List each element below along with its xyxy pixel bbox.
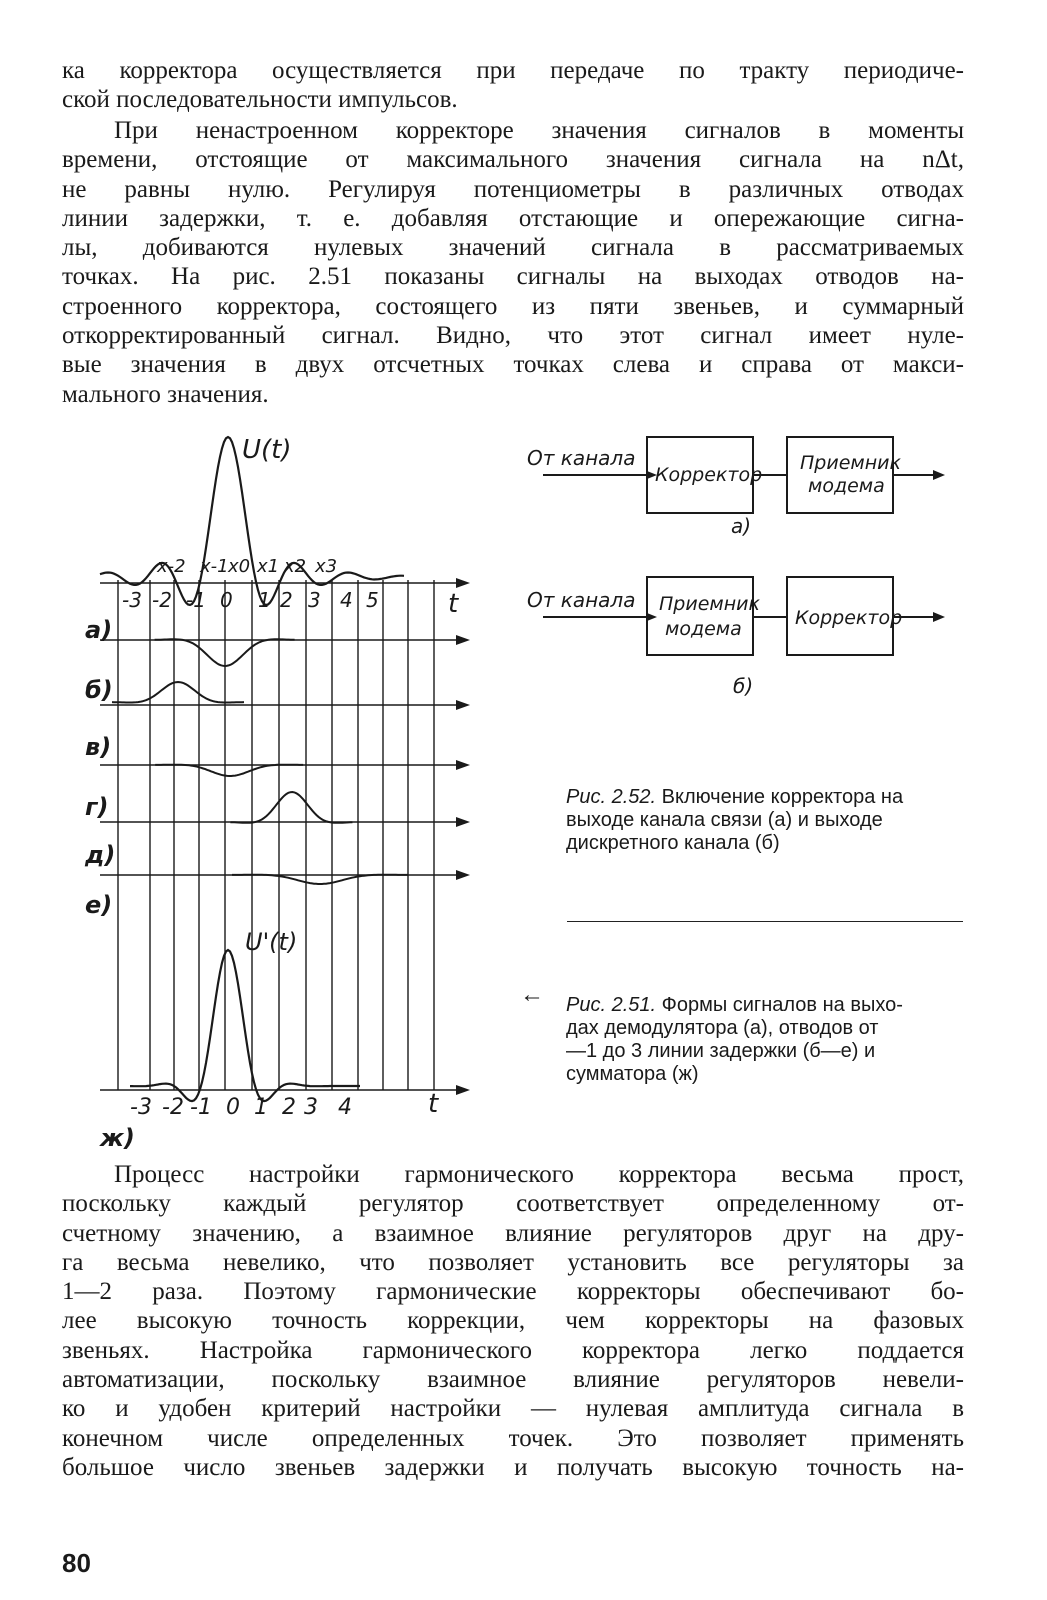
text-line: лы, добиваются нулевых значений сигнала в рассматриваемых bbox=[62, 234, 964, 262]
sample-label: x2 bbox=[284, 556, 307, 577]
axis-arrow bbox=[456, 635, 470, 645]
text-line: строенного корректора, состоящего из пяти звеньев, и суммарный bbox=[62, 292, 964, 320]
tick-label: 4 bbox=[338, 1095, 352, 1120]
caption-fig-2-51 bbox=[566, 994, 961, 1086]
tick-label: 1 bbox=[254, 1095, 268, 1120]
axis-arrow bbox=[456, 817, 470, 827]
u-t-label: U(t) bbox=[242, 435, 292, 465]
row-label: е) bbox=[85, 891, 113, 919]
tap-e-curve bbox=[232, 875, 408, 884]
diagram-b-label: б) bbox=[733, 674, 754, 698]
figure-2-51 bbox=[60, 430, 560, 1160]
text-line: лее высокую точность коррекции, чем корректоры на фазовых bbox=[62, 1307, 964, 1335]
tick-label: -3 bbox=[122, 588, 142, 612]
caption-line bbox=[566, 786, 961, 809]
caption-line: сумматора (ж) bbox=[566, 1063, 699, 1085]
tick-label: 1 bbox=[258, 588, 271, 612]
signal-curves bbox=[100, 437, 408, 1101]
text-line: линии задержки, т. е. добавляя отстающие и опережающие сигна- bbox=[62, 204, 964, 232]
tick-label: -3 bbox=[130, 1095, 152, 1120]
tick-label: 0 bbox=[226, 1095, 240, 1120]
receiver-label-b-2: модема bbox=[665, 618, 742, 640]
page-number: 80 bbox=[62, 1548, 91, 1578]
row-label: а) bbox=[85, 616, 113, 644]
sample-labels bbox=[156, 556, 337, 577]
tap-d-curve bbox=[230, 792, 352, 823]
text-line: счетному значению, а взаимное влияние регуляторов друг на дру- bbox=[62, 1219, 964, 1247]
figure-2-52 bbox=[525, 425, 965, 705]
row-label: д) bbox=[85, 841, 116, 869]
axis-arrow bbox=[456, 578, 470, 588]
sample-label: x-2 bbox=[157, 556, 186, 577]
tick-label: 3 bbox=[308, 588, 321, 612]
t-axis-label-bottom: t bbox=[428, 1089, 439, 1119]
receiver-label-b-1: Приемник bbox=[659, 593, 760, 615]
caption-fig-2-52 bbox=[566, 786, 961, 855]
row-labels bbox=[84, 616, 135, 1152]
t-axis-label-top: t bbox=[448, 589, 459, 619]
axis-arrow bbox=[456, 700, 470, 710]
caption-line: дах демодулятора (а), отводов от bbox=[566, 1017, 879, 1039]
sample-label: x0 bbox=[228, 556, 251, 577]
tick-label: -2 bbox=[152, 588, 172, 612]
tick-label: 2 bbox=[280, 588, 293, 612]
caption-text: Формы сигналов на выхо- bbox=[661, 994, 903, 1016]
paragraph-three bbox=[62, 1160, 964, 1482]
tick-label: 0 bbox=[220, 588, 233, 612]
caption-line: выходе канала связи (а) и выходе bbox=[566, 809, 883, 831]
row-label: ж) bbox=[100, 1124, 135, 1152]
diagram-a-label: а) bbox=[731, 514, 752, 538]
input-label-a: От канала bbox=[527, 446, 636, 470]
figure-labels bbox=[242, 435, 459, 1119]
text-line: ской последовательности импульсов. bbox=[62, 86, 458, 114]
text-line: Процесс настройки гармонического корректора весьма прост, bbox=[114, 1161, 964, 1188]
axis-arrow bbox=[456, 870, 470, 880]
sample-label: x-1 bbox=[200, 556, 229, 577]
caption-label: Рис. 2.52. bbox=[566, 786, 657, 808]
text-line: откорректированный сигнал. Видно, что этот сигнал имеет нуле- bbox=[62, 322, 964, 350]
tick-label: 3 bbox=[304, 1095, 318, 1120]
receiver-label-a-2: модема bbox=[808, 475, 885, 497]
row-label: в) bbox=[85, 733, 112, 761]
row-label: г) bbox=[85, 793, 109, 821]
left-arrow-icon: ← bbox=[520, 982, 544, 1008]
text-line: автоматизации, поскольку взаимное влияние регуляторов невели- bbox=[62, 1366, 964, 1394]
tap-c-curve bbox=[155, 765, 303, 776]
sample-label: x1 bbox=[257, 556, 280, 577]
tap-b-curve bbox=[112, 682, 244, 703]
sample-label: x3 bbox=[315, 556, 338, 577]
u-prime-t-curve bbox=[130, 950, 360, 1101]
row-label: б) bbox=[85, 676, 113, 704]
tick-labels bbox=[122, 588, 379, 1120]
text-line: времени, отстоящие от максимального значения сигнала на nΔt, bbox=[62, 146, 964, 174]
text-line: точках. На рис. 2.51 показаны сигналы на выходах отводов на- bbox=[62, 263, 964, 291]
corrector-label-b: Корректор bbox=[795, 607, 903, 629]
paragraph-intro bbox=[62, 56, 964, 115]
text-line: звеньях. Настройка гармонического корректора легко поддается bbox=[62, 1336, 964, 1364]
tick-label: 4 bbox=[340, 588, 353, 612]
text-line: При ненастроенном корректоре значения сигналов в моменты bbox=[114, 117, 964, 144]
tick-label: -2 bbox=[162, 1095, 184, 1120]
text-line: вые значения в двух отсчетных точках слева и справа от макси- bbox=[62, 351, 964, 379]
axis-arrow bbox=[456, 760, 470, 770]
text-line: ко и удобен критерий настройки — нулевая амплитуда сигнала в bbox=[62, 1395, 964, 1423]
caption-line bbox=[566, 994, 961, 1017]
caption-text: Включение корректора на bbox=[661, 786, 904, 808]
text-line: га весьма невелико, что позволяет установить все регуляторы за bbox=[62, 1248, 964, 1276]
text-line: конечном числе определенных точек. Это позволяет применять bbox=[62, 1424, 964, 1452]
tick-label: 2 bbox=[282, 1095, 296, 1120]
text-line: не равны нулю. Регулируя потенциометры в различных отводах bbox=[62, 175, 964, 203]
paragraph-two bbox=[62, 116, 964, 409]
tick-label: -1 bbox=[186, 588, 206, 612]
tick-label: -1 bbox=[190, 1095, 212, 1120]
axis-arrow bbox=[456, 1085, 470, 1095]
receiver-label-a-1: Приемник bbox=[800, 452, 901, 474]
input-label-b: От канала bbox=[527, 588, 636, 612]
caption-label: Рис. 2.51. bbox=[566, 994, 657, 1016]
caption-line: —1 до 3 линии задержки (б—е) и bbox=[566, 1040, 876, 1062]
text-line: ка корректора осуществляется при передаче по тракту периодиче- bbox=[62, 57, 964, 84]
receiver-block-b bbox=[647, 577, 753, 655]
text-line: большое число звеньев задержки и получать высокую точность на- bbox=[62, 1453, 964, 1481]
text-line: 1—2 раза. Поэтому гармонические корректоры обеспечивают бо- bbox=[62, 1278, 964, 1306]
text-line: мального значения. bbox=[62, 380, 269, 408]
grid-lines bbox=[100, 578, 470, 1095]
separator-rule bbox=[567, 921, 963, 922]
corrector-label-a: Корректор bbox=[655, 464, 763, 486]
u-prime-t-label: U'(t) bbox=[245, 928, 298, 956]
caption-line: дискретного канала (б) bbox=[566, 832, 780, 854]
text-line: поскольку каждый регулятор соответствует определенному от- bbox=[62, 1190, 964, 1218]
tick-label: 5 bbox=[366, 588, 379, 612]
